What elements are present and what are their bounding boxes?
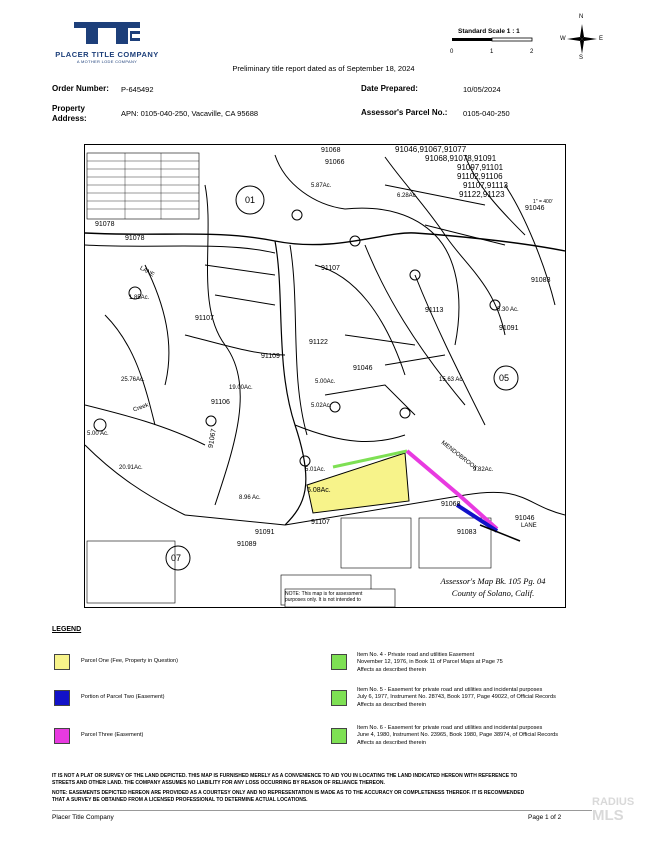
compass-n: N	[579, 14, 584, 20]
map-label-mendobrook: MENDOBROOK	[439, 440, 479, 472]
property-label-line-2: Address:	[52, 114, 87, 123]
footer-page-number: Page 1 of 2	[528, 814, 562, 821]
map-label-top-codes-3: 91097,91101	[457, 163, 504, 172]
legend-item-5	[357, 687, 556, 709]
map-label-acres-11: 6.28Ac.	[397, 193, 418, 199]
map-label-91083b: 91083	[457, 529, 477, 536]
apn-value: 0105-040-250	[463, 109, 510, 118]
map-label-acres-2: 8.96 Ac.	[239, 495, 261, 501]
map-label-acres-12: 5.30 Ac.	[497, 307, 519, 313]
logo-tagline: A MOTHER LODE COMPANY	[76, 59, 138, 64]
map-label-91107: 91107	[321, 265, 340, 272]
scale-tick-2: 2	[530, 49, 534, 55]
map-label-acres-13: 5.87Ac.	[311, 183, 332, 189]
map-label-91107c: 91107	[311, 519, 330, 526]
legend-label-parcel-one: Parcel One (Fee, Property in Question)	[81, 658, 179, 664]
company-logo	[52, 18, 162, 64]
map-note-line-2: purposes only. It is not intended to	[285, 597, 361, 603]
map-label-scale-400: 1" = 400'	[533, 199, 553, 205]
legend-swatch-item-4	[331, 654, 347, 670]
scale-title: Standard Scale 1 : 1	[458, 28, 520, 35]
watermark-line-1: RADIUS	[592, 796, 635, 808]
disclaimer-line-1: IT IS NOT A PLAT OR SURVEY OF THE LAND DEPICTED. THIS MAP IS FURNISHED MERELY AS A CONVENIENCE TO AID YOU IN LOCATING THE LAND INDICATED HEREON WITH REFERENCE TO	[52, 773, 518, 779]
legend-item-6	[357, 725, 558, 747]
map-label-lane: LANE	[138, 265, 156, 279]
compass-e: E	[599, 36, 604, 42]
legend-swatch-item-5	[331, 690, 347, 706]
assessor-map[interactable]	[84, 144, 566, 608]
map-note	[285, 591, 362, 603]
legend-item-5-line-1: Item No. 5 - Easement for private road and utilities and incidental purposes	[357, 687, 543, 693]
legend-label-parcel-two: Portion of Parcel Two (Easement)	[81, 694, 165, 700]
legend-swatch-parcel-two	[54, 690, 70, 706]
footer-company: Placer Title Company	[52, 814, 114, 821]
scale-bar-icon	[450, 36, 540, 48]
footer-divider	[52, 810, 592, 811]
map-label-91106: 91106	[211, 399, 230, 406]
property-address-value: APN: 0105-040-250, Vacaville, CA 95688	[121, 109, 259, 118]
parcel-map-drawing	[85, 145, 565, 607]
property-label-line-1: Property	[52, 104, 85, 113]
legend-item-4-line-3: Affects as described therein	[357, 666, 426, 673]
order-number-value: P-645492	[121, 85, 154, 94]
disclaimer-line-4: THAT A SURVEY BE OBTAINED FROM A LICENSED PROFESSIONAL TO DETERMINE ACTUAL LOCATIONS.	[52, 796, 308, 803]
map-label-91067: 91067	[207, 428, 218, 449]
legend-item-6-line-1: Item No. 6 - Easement for private road and utilities and incidental purposes	[357, 725, 543, 731]
map-label-acres-8: 1.85Ac.	[129, 295, 150, 301]
map-label-top-codes-5: 91107,91113	[463, 181, 508, 190]
map-label-acres-9: 5.00 Ac.	[87, 431, 109, 437]
legend-item-5-line-2: July 6, 1977, Instrument No. 28743, Book 1977, Page 49022, of Official Records	[357, 694, 556, 701]
map-label-acres-3: 20.91Ac.	[119, 465, 143, 471]
map-label-91083: 91083	[531, 277, 551, 284]
map-label-91107b: 91107	[195, 315, 214, 322]
compass-rose-icon	[560, 14, 604, 61]
map-label-01: 01	[245, 195, 256, 205]
property-address-label	[52, 104, 87, 124]
legend-swatch-parcel-one	[54, 654, 70, 670]
map-label-top-codes-1: 91046,91067,91077	[395, 145, 467, 154]
map-title-line-1: Assessor's Map Bk. 105 Pg. 04	[440, 576, 546, 586]
legend-label-parcel-three: Parcel Three (Easement)	[81, 732, 144, 738]
map-label-91046: 91046	[353, 365, 373, 372]
legend-item-6-line-2: June 4, 1980, Instrument No. 23965, Book 1980, Page 38974, of Official Records	[357, 732, 559, 739]
map-label-91068b: 91068	[441, 501, 461, 508]
map-label-91046c: 91046	[525, 205, 545, 212]
map-label-91109: 91109	[261, 353, 280, 360]
map-title-line-2: County of Solano, Calif.	[451, 588, 535, 598]
map-label-acres-6: 15.63 Ac.	[439, 377, 465, 383]
map-label-91091: 91091	[499, 325, 519, 332]
map-label-acres-7: 25.76Ac.	[121, 377, 145, 383]
map-label-acres-10: 9.82Ac.	[473, 467, 494, 473]
map-label-acres-15: 5.01Ac.	[305, 467, 326, 473]
watermark-line-2: MLS	[592, 807, 624, 824]
report-date-line: Preliminary title report dated as of September 18, 2024	[232, 64, 415, 73]
map-label-91078: 91078	[95, 221, 115, 228]
map-label-acres-14: 5.02Ac.	[311, 403, 332, 409]
legend-item-6-line-3: Affects as described therein	[357, 739, 426, 746]
legend-item-5-line-3: Affects as described therein	[357, 701, 426, 708]
disclaimer-line-2: STREETS AND OTHER LAND. THE COMPANY ASSUMES NO LIABILITY FOR ANY LOSS OCCURRING BY REASON OF RELIANCE THEREON.	[52, 779, 385, 786]
date-prepared-value: 10/05/2024	[463, 85, 501, 94]
scale-tick-0: 0	[450, 49, 454, 55]
map-label-07: 07	[171, 553, 182, 563]
map-label-acres-5: 5.00Ac.	[315, 379, 336, 385]
map-label-91122: 91122	[309, 339, 328, 346]
map-label-91113: 91113	[425, 307, 444, 314]
map-note-line-1: NOTE: This map is for assessment	[285, 591, 363, 597]
map-label-05: 05	[499, 373, 510, 383]
date-prepared-label: Date Prepared:	[361, 84, 418, 93]
map-label-91078b: 91078	[125, 235, 145, 242]
map-label-top-codes-6: 91122,91123	[459, 190, 505, 199]
legend-item-4-line-2: November 12, 1976, in Book 11 of Parcel Maps at Page 75	[357, 659, 503, 666]
map-label-top-codes-4: 91102,91106	[457, 172, 503, 181]
map-label-acres-4: 19.00Ac.	[229, 385, 253, 391]
logo-company-name: PLACER TITLE COMPANY	[55, 50, 159, 59]
order-number-label: Order Number:	[52, 84, 109, 93]
legend-swatch-item-6	[331, 728, 347, 744]
map-label-91066: 91066	[325, 159, 345, 166]
map-label-lane-2: LANE	[521, 523, 537, 529]
legend-swatch-parcel-three	[54, 728, 70, 744]
compass-w: W	[560, 36, 566, 42]
map-label-91046b: 91046	[515, 515, 535, 522]
map-label-acres-1: 6.08Ac.	[307, 487, 331, 494]
apn-label: Assessor's Parcel No.:	[361, 108, 448, 117]
legend-item-4-line-1: Item No. 4 - Private road and utilities Easement	[357, 652, 475, 658]
radius-mls-watermark	[592, 796, 634, 822]
legend-title: LEGEND	[52, 626, 82, 633]
map-title	[423, 575, 563, 599]
map-label-91091b: 91091	[255, 529, 275, 536]
compass-s: S	[579, 55, 584, 61]
scale-tick-1: 1	[490, 49, 494, 55]
logo-mark-icon	[70, 18, 144, 48]
disclaimer-line-3: NOTE: EASEMENTS DEPICTED HEREON ARE PROVIDED AS A COURTESY ONLY AND NO REPRESENTATION IS MADE AS TO THE ACCURACY OR COMPLETENESS THEREOF. IT IS RECOMMENDED	[52, 790, 525, 796]
map-label-top-codes-2: 91068,91078,91091	[425, 154, 497, 163]
standard-scale	[450, 28, 540, 61]
disclaimer	[52, 773, 592, 803]
map-label-creek: Creek	[132, 402, 150, 414]
map-label-91089: 91089	[237, 541, 257, 548]
legend-item-4	[357, 652, 503, 674]
map-label-91068: 91068	[321, 147, 341, 154]
